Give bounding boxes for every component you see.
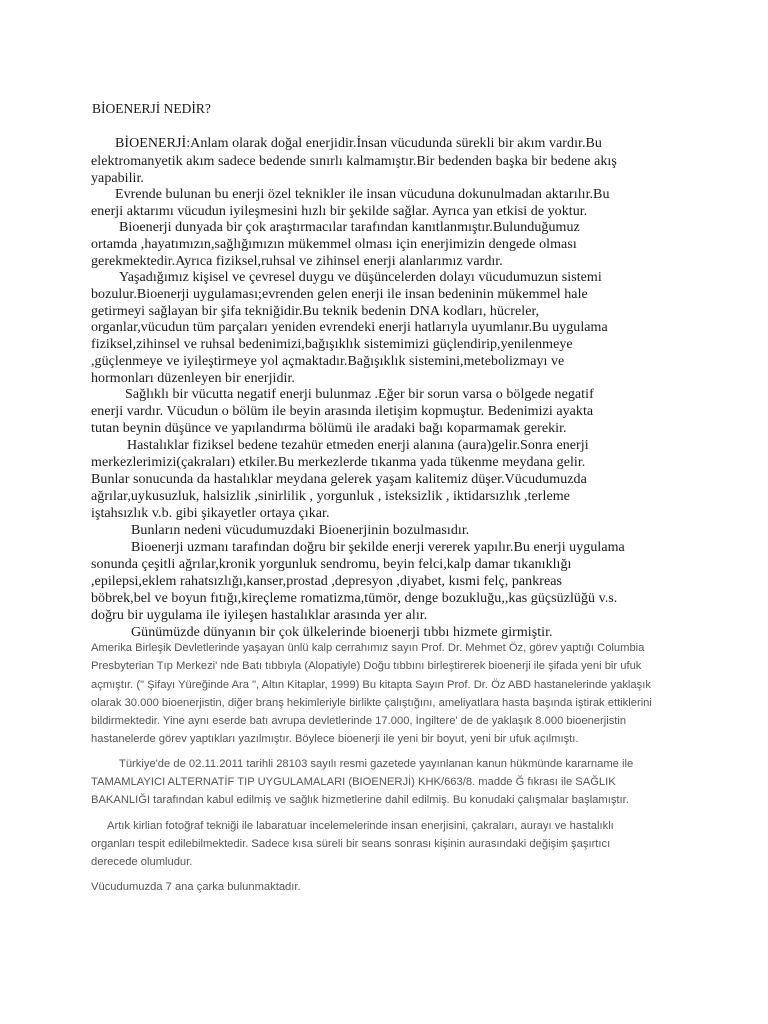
text-line: böbrek,bel ve boyun fıtığı,kireçleme romatizma,tümör, denge bozukluğu,,kas güçsüzlüğü v.s. [91,591,618,606]
text-line: yapabilir. [91,171,144,186]
text-line: Bioenerji dunyada bir çok araştırmacılar tarafından kanıtlanmıştır.Bulunduğumuz [119,220,580,235]
text-line: Artık kirlian fotoğraf tekniği ile labaratuar incelemelerinde insan enerjisini, çakraları, aurayı ve hastalıklı [107,820,614,832]
text-line: Evrende bulunan bu enerji özel teknikler ile insan vücuduna dokunulmadan aktarılır.Bu [115,187,610,202]
text-line: organlar,vücudun tüm parçaları yeniden evrendeki enerji hatlarıyla uyumlanır.Bu uygulama [91,320,608,335]
text-line: getirmeyi sağlayan bir şifa tekniğidir.Bu teknik bedenin DNA kodları, hücreler, [91,304,540,319]
text-line: bozulur.Bioenerji uygulaması;evrenden gelen enerji ile insan bedeninin mükemmel hale [91,287,588,302]
text-line: Günümüzde dünyanın bir çok ülkelerinde bioenerji tıbbı hizmete girmiştir. [131,625,553,640]
text-line: hormonları düzenleyen bir enerjidir. [91,371,295,386]
text-line: Bunların nedeni vücudumuzdaki Bioenerjinin bozulmasıdır. [131,523,470,538]
text-line: organları tespit edilebilmektedir. Sadece kısa süreli bir seans sonrası kişinin aurasındaki değişim şaşırtıcı [91,838,611,850]
text-line: merkezlerimizi(çakraları) etkiler.Bu merkezlerde tıkanma yada tükenme meydana gelir. [91,455,586,470]
text-line: Presbyterian Tıp Merkezi' nde Batı tıbbıyla (Alopatiyle) Doğu tıbbını birleştirerek bioenerji ile şifada yeni bir ufuk [91,660,642,672]
text-line: açmıştır. (" Şifayı Yüreğinde Ara ", Altın Kitaplar, 1999) Bu kitapta Sayın Prof. Dr. Öz ABD hastanelerinde yaklaşık [91,679,651,691]
text-line: bildirmektedir. Yine aynı eserde batı avrupa devletlerinde 17.000, İngiltere' de de yaklaşık 8.000 bioenerjistin [91,715,627,727]
text-line: tutan beynin düşünce ve yapılandırma bölümü ile aradaki bağı koparmamak gerekir. [91,421,567,436]
text-line: ağrılar,uykusuzluk, halsizlik ,sinirlilik , yorgunluk , isteksizlik , iktidarsızlık ,terleme [91,489,570,504]
text-line: BAKANLIĞI tarafından kabul edilmiş ve sağlık hizmetlerine dahil edilmiş. Bu konudaki çalışmalar başlamıştır. [91,794,629,806]
text-line: Hastalıklar fiziksel bedene tezahür etmeden enerji alanına (aura)gelir.Sonra enerji [127,438,589,453]
text-line: hastanelerde görev yaptıkları yazılmıştır. Böylece bioenerji ile yeni bir boyut, yeni bir ufuk açılmıştı. [91,733,579,745]
document-title: BİOENERJİ NEDİR? [92,101,211,116]
text-line: enerji vardır. Vücudun o bölüm ile beyin arasında iletişim kopmuştur. Bedenimizi ayakta [91,404,594,419]
text-line: sonunda çeşitli ağrılar,kronik yorgunluk sendromu, beyin felci,kalp damar tıkanıklığı [91,557,572,572]
text-line: ,güçlenmeye ve iyileştirmeye yol açmaktadır.Bağışıklık sistemini,metebolizmayı ve [91,354,565,369]
text-line: ortamda ,hayatımızın,sağlığımızın mükemmel olması için enerjimizin dengede olması [91,237,577,252]
text-line: Bioenerji uzmanı tarafından doğru bir şekilde enerji vererek yapılır.Bu enerji uygulama [131,540,625,555]
text-line: Vücudumuzda 7 ana çarka bulunmaktadır. [91,881,301,893]
text-line: derecede olumludur. [91,856,193,868]
text-line: Amerika Birleşik Devletlerinde yaşayan ünlü kalp cerrahımız sayın Prof. Dr. Mehmet Öz, görev yaptığı Columbia [91,642,645,654]
text-line: Bunlar sonucunda da hastalıklar meydana gelerek yaşam kalitemiz düşer.Vücudumuzda [91,472,587,487]
text-line: ,epilepsi,eklem rahatsızlığı,kanser,prostad ,depresyon ,diyabet, kısmi felç, pankreas [91,574,562,589]
text-line: Sağlıklı bir vücutta negatif enerji bulunmaz .Eğer bir sorun varsa o bölgede negatif [125,387,594,402]
text-line: elektromanyetik akım sadece bedende sınırlı kalmamıştır.Bir bedenden başka bir bedene akış [91,154,617,169]
text-line: fiziksel,zihinsel ve ruhsal bedenimizi,bağışıklık sistemimizi güçlendirip,yenilenmeye [91,337,573,352]
text-line: enerji aktarımı vücudun iyileşmesini hızlı bir şekilde sağlar. Ayrıca yan etkisi de yoktur. [91,204,588,219]
text-line: iştahsızlık v.b. gibi şikayetler ortaya çıkar. [91,506,330,521]
text-line: doğru bir uygulama ile iyileşen hastalıklar arasında yer alır. [91,608,428,623]
text-line: gerekmektedir.Ayrıca fiziksel,ruhsal ve zihinsel enerji alanlarımız vardır. [91,254,503,269]
text-line: TAMAMLAYICI ALTERNATİF TIP UYGULAMALARI (BIOENERJİ) KHK/663/8. madde Ğ fıkrası ile SAĞLIK [91,776,616,788]
text-line: Yaşadığımız kişisel ve çevresel duygu ve düşüncelerden dolayı vücudumuzun sistemi [119,270,602,285]
text-line: Türkiye'de de 02.11.2011 tarihli 28103 sayılı resmi gazetede yayınlanan kanun hükmünde kararname ile [119,758,634,770]
text-line: olarak 30.000 bioenerjistin, diğer branş hekimleriyle birlikte çalıştığını, ameliyatlara hasta başında iştirak ettiklerini [91,697,652,709]
text-line: BİOENERJİ:Anlam olarak doğal enerjidir.İnsan vücudunda sürekli bir akım vardır.Bu [115,136,602,151]
